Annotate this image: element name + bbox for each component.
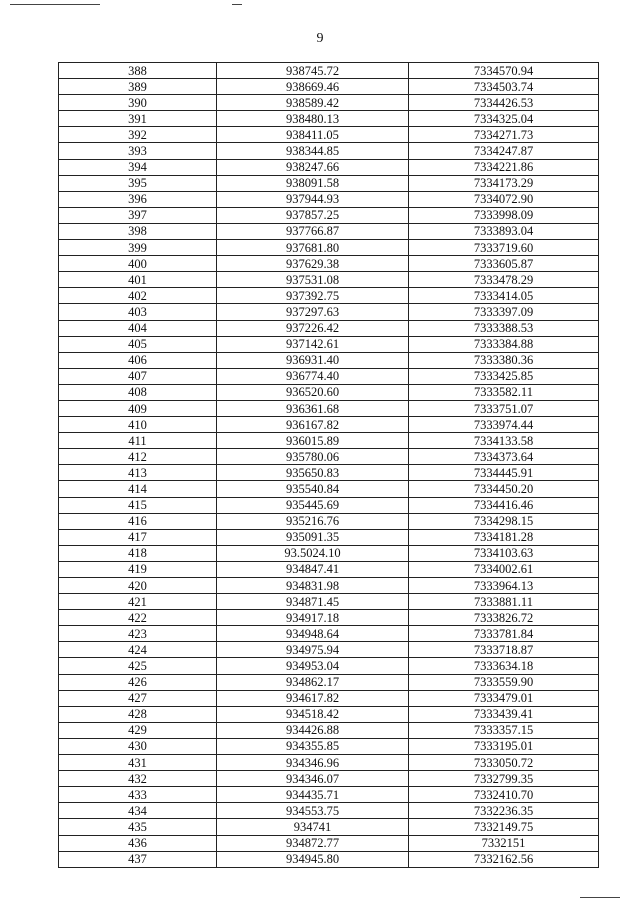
table-row xyxy=(59,465,599,481)
point-number-cell: 410 xyxy=(59,417,217,433)
y-coordinate-cell: 7334426.53 xyxy=(409,95,599,111)
point-number-cell: 423 xyxy=(59,626,217,642)
y-coordinate-cell: 7334445.91 xyxy=(409,465,599,481)
table-row xyxy=(59,787,599,803)
table-row xyxy=(59,497,599,513)
x-coordinate-cell: 937297.63 xyxy=(217,304,409,320)
y-coordinate-cell: 7333605.87 xyxy=(409,256,599,272)
table-row xyxy=(59,690,599,706)
y-coordinate-cell: 7334416.46 xyxy=(409,497,599,513)
point-number-cell: 408 xyxy=(59,384,217,400)
x-coordinate-cell: 937857.25 xyxy=(217,207,409,223)
y-coordinate-cell: 7333050.72 xyxy=(409,755,599,771)
x-coordinate-cell: 937226.42 xyxy=(217,320,409,336)
point-number-cell: 418 xyxy=(59,545,217,561)
point-number-cell: 431 xyxy=(59,755,217,771)
point-number-cell: 424 xyxy=(59,642,217,658)
table-row xyxy=(59,320,599,336)
y-coordinate-cell: 7333380.36 xyxy=(409,352,599,368)
point-number-cell: 390 xyxy=(59,95,217,111)
y-coordinate-cell: 7334503.74 xyxy=(409,79,599,95)
table-row xyxy=(59,127,599,143)
x-coordinate-cell: 934435.71 xyxy=(217,787,409,803)
table-row xyxy=(59,449,599,465)
x-coordinate-cell: 938589.42 xyxy=(217,95,409,111)
x-coordinate-cell: 934426.88 xyxy=(217,722,409,738)
x-coordinate-cell: 938091.58 xyxy=(217,175,409,191)
table-row xyxy=(59,529,599,545)
x-coordinate-cell: 934871.45 xyxy=(217,594,409,610)
table-row xyxy=(59,417,599,433)
point-number-cell: 406 xyxy=(59,352,217,368)
scan-artifact-line xyxy=(580,897,620,898)
point-number-cell: 414 xyxy=(59,481,217,497)
table-row xyxy=(59,513,599,529)
y-coordinate-cell: 7333974.44 xyxy=(409,417,599,433)
table-row xyxy=(59,819,599,835)
y-coordinate-cell: 7334002.61 xyxy=(409,561,599,577)
table-row xyxy=(59,272,599,288)
table-row xyxy=(59,706,599,722)
table-row xyxy=(59,626,599,642)
point-number-cell: 400 xyxy=(59,256,217,272)
point-number-cell: 404 xyxy=(59,320,217,336)
y-coordinate-cell: 7334325.04 xyxy=(409,111,599,127)
x-coordinate-cell: 936931.40 xyxy=(217,352,409,368)
point-number-cell: 436 xyxy=(59,835,217,851)
scan-artifact-line xyxy=(232,4,242,5)
y-coordinate-cell: 7332799.35 xyxy=(409,771,599,787)
x-coordinate-cell: 937142.61 xyxy=(217,336,409,352)
y-coordinate-cell: 7334570.94 xyxy=(409,63,599,79)
point-number-cell: 389 xyxy=(59,79,217,95)
y-coordinate-cell: 7333195.01 xyxy=(409,738,599,754)
point-number-cell: 428 xyxy=(59,706,217,722)
coordinates-table-body xyxy=(59,63,599,868)
point-number-cell: 415 xyxy=(59,497,217,513)
table-row xyxy=(59,159,599,175)
y-coordinate-cell: 7333388.53 xyxy=(409,320,599,336)
point-number-cell: 393 xyxy=(59,143,217,159)
point-number-cell: 398 xyxy=(59,223,217,239)
point-number-cell: 399 xyxy=(59,240,217,256)
table-row xyxy=(59,79,599,95)
y-coordinate-cell: 7332162.56 xyxy=(409,851,599,867)
x-coordinate-cell: 938344.85 xyxy=(217,143,409,159)
x-coordinate-cell: 938480.13 xyxy=(217,111,409,127)
point-number-cell: 392 xyxy=(59,127,217,143)
table-row xyxy=(59,851,599,867)
scan-artifact-line xyxy=(10,4,100,5)
x-coordinate-cell: 934355.85 xyxy=(217,738,409,754)
table-row xyxy=(59,658,599,674)
x-coordinate-cell: 937766.87 xyxy=(217,223,409,239)
table-row xyxy=(59,95,599,111)
x-coordinate-cell: 936015.89 xyxy=(217,433,409,449)
y-coordinate-cell: 7333582.11 xyxy=(409,384,599,400)
y-coordinate-cell: 7334181.28 xyxy=(409,529,599,545)
table-row xyxy=(59,111,599,127)
x-coordinate-cell: 936520.60 xyxy=(217,384,409,400)
point-number-cell: 421 xyxy=(59,594,217,610)
y-coordinate-cell: 7334450.20 xyxy=(409,481,599,497)
point-number-cell: 405 xyxy=(59,336,217,352)
point-number-cell: 396 xyxy=(59,191,217,207)
page-number: 9 xyxy=(316,31,324,46)
table-row xyxy=(59,642,599,658)
x-coordinate-cell: 937944.93 xyxy=(217,191,409,207)
y-coordinate-cell: 7334247.87 xyxy=(409,143,599,159)
y-coordinate-cell: 7333357.15 xyxy=(409,722,599,738)
y-coordinate-cell: 7333479.01 xyxy=(409,690,599,706)
point-number-cell: 409 xyxy=(59,400,217,416)
table-row xyxy=(59,63,599,79)
x-coordinate-cell: 934518.42 xyxy=(217,706,409,722)
x-coordinate-cell: 934346.07 xyxy=(217,771,409,787)
y-coordinate-cell: 7334133.58 xyxy=(409,433,599,449)
point-number-cell: 434 xyxy=(59,803,217,819)
y-coordinate-cell: 7334072.90 xyxy=(409,191,599,207)
point-number-cell: 437 xyxy=(59,851,217,867)
point-number-cell: 394 xyxy=(59,159,217,175)
table-row xyxy=(59,240,599,256)
table-row xyxy=(59,143,599,159)
y-coordinate-cell: 7333893.04 xyxy=(409,223,599,239)
y-coordinate-cell: 7334271.73 xyxy=(409,127,599,143)
table-row xyxy=(59,545,599,561)
table-row xyxy=(59,674,599,690)
table-row xyxy=(59,400,599,416)
y-coordinate-cell: 7334173.29 xyxy=(409,175,599,191)
y-coordinate-cell: 7334298.15 xyxy=(409,513,599,529)
x-coordinate-cell: 93.5024.10 xyxy=(217,545,409,561)
y-coordinate-cell: 7334373.64 xyxy=(409,449,599,465)
table-row xyxy=(59,433,599,449)
point-number-cell: 412 xyxy=(59,449,217,465)
point-number-cell: 427 xyxy=(59,690,217,706)
point-number-cell: 432 xyxy=(59,771,217,787)
point-number-cell: 416 xyxy=(59,513,217,529)
y-coordinate-cell: 7334103.63 xyxy=(409,545,599,561)
table-row xyxy=(59,755,599,771)
table-row xyxy=(59,304,599,320)
x-coordinate-cell: 935540.84 xyxy=(217,481,409,497)
point-number-cell: 397 xyxy=(59,207,217,223)
point-number-cell: 403 xyxy=(59,304,217,320)
y-coordinate-cell: 7333998.09 xyxy=(409,207,599,223)
table-row xyxy=(59,561,599,577)
point-number-cell: 433 xyxy=(59,787,217,803)
y-coordinate-cell: 7333964.13 xyxy=(409,578,599,594)
x-coordinate-cell: 937629.38 xyxy=(217,256,409,272)
y-coordinate-cell: 7333425.85 xyxy=(409,368,599,384)
table-row xyxy=(59,256,599,272)
table-row xyxy=(59,223,599,239)
table-row xyxy=(59,175,599,191)
x-coordinate-cell: 935091.35 xyxy=(217,529,409,545)
point-number-cell: 422 xyxy=(59,610,217,626)
table-row xyxy=(59,384,599,400)
y-coordinate-cell: 7333826.72 xyxy=(409,610,599,626)
y-coordinate-cell: 7332151 xyxy=(409,835,599,851)
table-row xyxy=(59,481,599,497)
y-coordinate-cell: 7333751.07 xyxy=(409,400,599,416)
table-row xyxy=(59,368,599,384)
table-row xyxy=(59,578,599,594)
point-number-cell: 402 xyxy=(59,288,217,304)
x-coordinate-cell: 934553.75 xyxy=(217,803,409,819)
table-row xyxy=(59,352,599,368)
point-number-cell: 429 xyxy=(59,722,217,738)
x-coordinate-cell: 934953.04 xyxy=(217,658,409,674)
point-number-cell: 413 xyxy=(59,465,217,481)
y-coordinate-cell: 7333559.90 xyxy=(409,674,599,690)
y-coordinate-cell: 7333414.05 xyxy=(409,288,599,304)
point-number-cell: 419 xyxy=(59,561,217,577)
point-number-cell: 426 xyxy=(59,674,217,690)
y-coordinate-cell: 7333384.88 xyxy=(409,336,599,352)
x-coordinate-cell: 938669.46 xyxy=(217,79,409,95)
coordinates-table xyxy=(58,62,599,868)
y-coordinate-cell: 7333634.18 xyxy=(409,658,599,674)
x-coordinate-cell: 936361.68 xyxy=(217,400,409,416)
x-coordinate-cell: 938247.66 xyxy=(217,159,409,175)
point-number-cell: 417 xyxy=(59,529,217,545)
point-number-cell: 401 xyxy=(59,272,217,288)
table-row xyxy=(59,594,599,610)
x-coordinate-cell: 935780.06 xyxy=(217,449,409,465)
table-row xyxy=(59,803,599,819)
x-coordinate-cell: 934346.96 xyxy=(217,755,409,771)
table-row xyxy=(59,191,599,207)
x-coordinate-cell: 934862.17 xyxy=(217,674,409,690)
x-coordinate-cell: 937681.80 xyxy=(217,240,409,256)
y-coordinate-cell: 7333397.09 xyxy=(409,304,599,320)
x-coordinate-cell: 936167.82 xyxy=(217,417,409,433)
x-coordinate-cell: 937531.08 xyxy=(217,272,409,288)
point-number-cell: 407 xyxy=(59,368,217,384)
x-coordinate-cell: 934975.94 xyxy=(217,642,409,658)
y-coordinate-cell: 7333781.84 xyxy=(409,626,599,642)
x-coordinate-cell: 936774.40 xyxy=(217,368,409,384)
point-number-cell: 435 xyxy=(59,819,217,835)
y-coordinate-cell: 7333718.87 xyxy=(409,642,599,658)
table-row xyxy=(59,610,599,626)
x-coordinate-cell: 934872.77 xyxy=(217,835,409,851)
point-number-cell: 425 xyxy=(59,658,217,674)
table-row xyxy=(59,288,599,304)
point-number-cell: 411 xyxy=(59,433,217,449)
table-row xyxy=(59,722,599,738)
x-coordinate-cell: 934945.80 xyxy=(217,851,409,867)
table-row xyxy=(59,771,599,787)
table-row xyxy=(59,336,599,352)
y-coordinate-cell: 7332149.75 xyxy=(409,819,599,835)
x-coordinate-cell: 938411.05 xyxy=(217,127,409,143)
y-coordinate-cell: 7333439.41 xyxy=(409,706,599,722)
x-coordinate-cell: 935445.69 xyxy=(217,497,409,513)
x-coordinate-cell: 934617.82 xyxy=(217,690,409,706)
x-coordinate-cell: 937392.75 xyxy=(217,288,409,304)
table-row xyxy=(59,835,599,851)
point-number-cell: 420 xyxy=(59,578,217,594)
x-coordinate-cell: 935216.76 xyxy=(217,513,409,529)
x-coordinate-cell: 934917.18 xyxy=(217,610,409,626)
point-number-cell: 388 xyxy=(59,63,217,79)
x-coordinate-cell: 934741 xyxy=(217,819,409,835)
x-coordinate-cell: 938745.72 xyxy=(217,63,409,79)
y-coordinate-cell: 7333881.11 xyxy=(409,594,599,610)
y-coordinate-cell: 7334221.86 xyxy=(409,159,599,175)
y-coordinate-cell: 7332236.35 xyxy=(409,803,599,819)
y-coordinate-cell: 7333719.60 xyxy=(409,240,599,256)
y-coordinate-cell: 7332410.70 xyxy=(409,787,599,803)
x-coordinate-cell: 934831.98 xyxy=(217,578,409,594)
point-number-cell: 391 xyxy=(59,111,217,127)
point-number-cell: 430 xyxy=(59,738,217,754)
x-coordinate-cell: 934847.41 xyxy=(217,561,409,577)
table-row xyxy=(59,738,599,754)
x-coordinate-cell: 934948.64 xyxy=(217,626,409,642)
point-number-cell: 395 xyxy=(59,175,217,191)
table-row xyxy=(59,207,599,223)
y-coordinate-cell: 7333478.29 xyxy=(409,272,599,288)
x-coordinate-cell: 935650.83 xyxy=(217,465,409,481)
